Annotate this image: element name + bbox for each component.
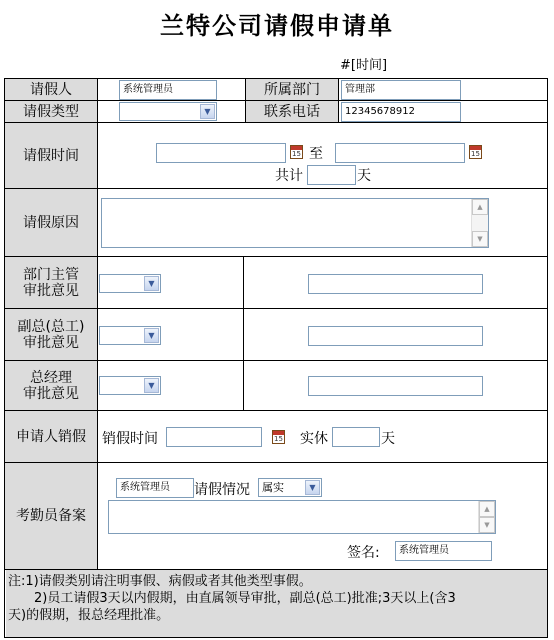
dept-head-opinion-cell: [244, 257, 547, 309]
actual-days-label: 实休: [300, 431, 328, 447]
calendar-icon[interactable]: 15: [290, 145, 303, 159]
dept-head-label: 部门主管 审批意见: [5, 257, 98, 309]
applicant-cell: [98, 79, 246, 101]
notes-section: [6, 570, 547, 637]
actual-days-input[interactable]: [332, 427, 380, 447]
signature-label: 签名:: [347, 545, 380, 561]
gm-label: 总经理 审批意见: [5, 361, 98, 411]
chevron-down-icon[interactable]: ▼: [144, 276, 159, 291]
scroll-up-icon[interactable]: ▲: [472, 199, 488, 215]
department-input[interactable]: 管理部: [341, 80, 461, 100]
attendance-note-textarea[interactable]: [108, 500, 496, 534]
actual-day-unit: 天: [381, 431, 395, 447]
leave-reason-cell: [98, 189, 547, 257]
chevron-down-icon[interactable]: ▼: [200, 104, 215, 119]
calendar-icon[interactable]: 15: [272, 430, 285, 444]
attendance-label: 考勤员备案: [5, 463, 98, 570]
gm-opinion-cell: [244, 361, 547, 411]
leave-reason-label: 请假原因: [5, 189, 98, 257]
leave-type-select[interactable]: [119, 102, 217, 121]
scrollbar[interactable]: [471, 199, 488, 247]
scroll-down-icon[interactable]: ▼: [479, 517, 495, 533]
date-placeholder: #[时间]: [340, 58, 388, 73]
leave-form-table: [4, 78, 548, 638]
phone-cell: [339, 101, 547, 123]
gm-select[interactable]: [99, 376, 161, 395]
note-line-1: 注:1)请假类别请注明事假、病假或者其他类型事假。: [8, 574, 312, 589]
leave-type-cell: [98, 101, 246, 123]
dept-head-opinion-input[interactable]: [308, 274, 483, 294]
day-unit-label: 天: [357, 168, 371, 184]
leave-status-value: 属实: [262, 481, 284, 494]
cancel-time-label: 销假时间: [102, 431, 158, 447]
vice-gm-opinion-input[interactable]: [308, 326, 483, 346]
calendar-icon[interactable]: 15: [469, 145, 482, 159]
leave-type-label: 请假类型: [5, 101, 98, 123]
note-line-3: 天)的假期，报总经理批准。: [8, 608, 170, 623]
leave-time-label: 请假时间: [5, 123, 98, 189]
signature-input[interactable]: 系统管理员: [395, 541, 492, 561]
applicant-label: 请假人: [5, 79, 98, 101]
form-title: 兰特公司请假申请单: [160, 11, 394, 40]
gm-opinion-input[interactable]: [308, 376, 483, 396]
note-line-2: 2)员工请假3天以内假期，由直属领导审批，副总(总工)批准;3天以上(含3: [8, 591, 456, 606]
phone-input[interactable]: 12345678912: [341, 102, 461, 122]
leave-status-label: 请假情况: [194, 482, 250, 498]
leave-end-input[interactable]: [335, 143, 465, 163]
total-label: 共计: [275, 168, 303, 184]
leave-reason-textarea[interactable]: [101, 198, 489, 248]
leave-status-select[interactable]: [258, 478, 322, 497]
cancel-time-input[interactable]: [166, 427, 262, 447]
vice-gm-opinion-cell: [244, 309, 547, 361]
gm-select-cell: [98, 361, 244, 411]
vice-gm-select-cell: [98, 309, 244, 361]
chevron-down-icon[interactable]: ▼: [144, 378, 159, 393]
department-label: 所属部门: [246, 79, 339, 101]
scroll-up-icon[interactable]: ▲: [479, 501, 495, 517]
applicant-input[interactable]: 系统管理员: [119, 80, 217, 100]
phone-label: 联系电话: [246, 101, 339, 123]
cancel-leave-label: 申请人销假: [5, 411, 98, 463]
scroll-down-icon[interactable]: ▼: [472, 231, 488, 247]
attendance-clerk-input[interactable]: 系统管理员: [116, 478, 194, 498]
vice-gm-select[interactable]: [99, 326, 161, 345]
leave-time-cell: [98, 123, 547, 189]
total-days-input[interactable]: [307, 165, 356, 185]
scrollbar[interactable]: [478, 501, 495, 533]
dept-head-select[interactable]: [99, 274, 161, 293]
to-label: 至: [309, 146, 323, 162]
chevron-down-icon[interactable]: ▼: [144, 328, 159, 343]
department-cell: [339, 79, 547, 101]
chevron-down-icon[interactable]: ▼: [305, 480, 320, 495]
vice-gm-label: 副总(总工) 审批意见: [5, 309, 98, 361]
dept-head-select-cell: [98, 257, 244, 309]
leave-start-input[interactable]: [156, 143, 286, 163]
cancel-leave-cell: [98, 411, 547, 463]
attendance-cell: [98, 463, 547, 570]
